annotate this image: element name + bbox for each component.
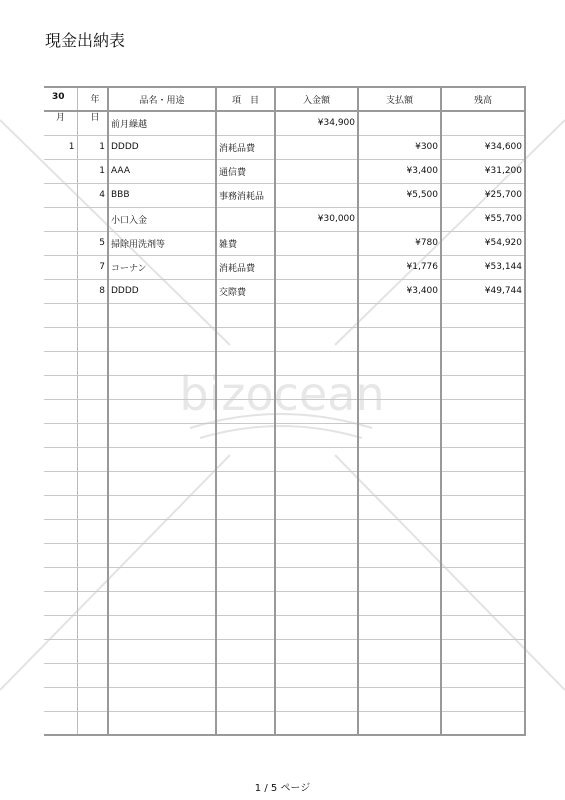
- cell-expense: ¥1,776: [358, 255, 441, 279]
- cell-month: [44, 351, 77, 375]
- cell-income: [275, 159, 358, 183]
- cell-day: [77, 543, 108, 567]
- cell-day: [77, 495, 108, 519]
- cell-income: [275, 687, 358, 711]
- cell-item: [108, 663, 216, 687]
- cell-category: [216, 303, 275, 327]
- cell-income: [275, 447, 358, 471]
- cell-category: [216, 615, 275, 639]
- cell-category: [216, 207, 275, 231]
- cell-month: [44, 663, 77, 687]
- cell-category: [216, 519, 275, 543]
- page-title: 現金出納表: [45, 31, 126, 50]
- header-category: 項 目: [216, 87, 275, 111]
- cell-expense: ¥5,500: [358, 183, 441, 207]
- header-income: 入金額: [275, 87, 358, 111]
- cell-category: 消耗品費: [216, 255, 275, 279]
- cell-expense: [358, 375, 441, 399]
- cell-expense: [358, 591, 441, 615]
- cell-expense: [358, 639, 441, 663]
- cash-ledger-table: [44, 86, 526, 736]
- cell-item: [108, 399, 216, 423]
- cell-day: [77, 447, 108, 471]
- cell-expense: [358, 111, 441, 135]
- cell-income: ¥30,000: [275, 207, 358, 231]
- cell-category: 消耗品費: [216, 135, 275, 159]
- cell-month: [44, 255, 77, 279]
- cell-month: [44, 591, 77, 615]
- cell-day: [77, 471, 108, 495]
- cell-income: [275, 663, 358, 687]
- cell-item: 小口入金: [108, 207, 216, 231]
- table-row: [44, 615, 525, 639]
- cell-day: [77, 375, 108, 399]
- cell-day: [77, 423, 108, 447]
- cell-item: [108, 471, 216, 495]
- cell-balance: [441, 447, 525, 471]
- cell-day: 4: [77, 183, 108, 207]
- cell-day: [77, 519, 108, 543]
- cell-item: AAA: [108, 159, 216, 183]
- table-row: [44, 519, 525, 543]
- cell-day: [77, 399, 108, 423]
- cell-expense: [358, 495, 441, 519]
- cell-day: 1: [77, 135, 108, 159]
- cell-item: [108, 495, 216, 519]
- ledger-body: [44, 111, 525, 735]
- cell-income: [275, 399, 358, 423]
- cell-item: [108, 375, 216, 399]
- cell-month: [44, 519, 77, 543]
- cell-income: [275, 135, 358, 159]
- cell-day: [77, 687, 108, 711]
- cell-category: [216, 111, 275, 135]
- cell-balance: [441, 567, 525, 591]
- cell-day: [77, 639, 108, 663]
- cell-day: [77, 327, 108, 351]
- cell-month: [44, 567, 77, 591]
- cell-month: [44, 423, 77, 447]
- cell-expense: [358, 615, 441, 639]
- cell-balance: [441, 663, 525, 687]
- cell-income: [275, 639, 358, 663]
- cell-category: [216, 543, 275, 567]
- table-row: [44, 159, 525, 183]
- header-item: 品名・用途: [108, 87, 216, 111]
- cell-item: [108, 327, 216, 351]
- cell-income: [275, 495, 358, 519]
- cell-category: [216, 639, 275, 663]
- cell-balance: [441, 351, 525, 375]
- cell-day: 1: [77, 159, 108, 183]
- cell-expense: ¥300: [358, 135, 441, 159]
- cell-day: [77, 615, 108, 639]
- cell-balance: [441, 303, 525, 327]
- cell-income: [275, 375, 358, 399]
- cell-income: [275, 327, 358, 351]
- cell-balance: ¥49,744: [441, 279, 525, 303]
- cell-item: [108, 543, 216, 567]
- cell-day: [77, 711, 108, 735]
- cell-expense: [358, 207, 441, 231]
- cell-category: [216, 447, 275, 471]
- cell-day: [77, 351, 108, 375]
- cell-category: [216, 399, 275, 423]
- cell-expense: [358, 327, 441, 351]
- cell-income: [275, 255, 358, 279]
- cell-item: [108, 639, 216, 663]
- cell-balance: [441, 495, 525, 519]
- cell-balance: [441, 111, 525, 135]
- table-row: [44, 447, 525, 471]
- header-year: 30: [52, 92, 65, 102]
- cell-category: [216, 591, 275, 615]
- cell-item: [108, 423, 216, 447]
- header-balance: 残高: [441, 87, 525, 111]
- cell-balance: [441, 591, 525, 615]
- cell-income: [275, 519, 358, 543]
- cell-balance: ¥54,920: [441, 231, 525, 255]
- cell-category: [216, 711, 275, 735]
- cell-item: BBB: [108, 183, 216, 207]
- cell-category: 事務消耗品: [216, 183, 275, 207]
- page-number: 1 / 5 ページ: [254, 783, 311, 794]
- table-row: [44, 711, 525, 735]
- cell-month: [44, 399, 77, 423]
- table-row: [44, 495, 525, 519]
- cell-item: [108, 615, 216, 639]
- cell-day: 8: [77, 279, 108, 303]
- table-row: [44, 591, 525, 615]
- cell-month: 1: [44, 135, 77, 159]
- table-row: [44, 399, 525, 423]
- cell-income: [275, 567, 358, 591]
- table-header: [44, 87, 525, 111]
- table-row: [44, 255, 525, 279]
- cell-expense: [358, 543, 441, 567]
- table-row: [44, 543, 525, 567]
- cell-item: [108, 591, 216, 615]
- cell-expense: ¥3,400: [358, 159, 441, 183]
- cell-expense: [358, 423, 441, 447]
- cell-item: 前月繰越: [108, 111, 216, 135]
- cell-expense: [358, 663, 441, 687]
- cell-income: [275, 231, 358, 255]
- cell-day: [77, 567, 108, 591]
- cell-day: [77, 663, 108, 687]
- cell-month: [44, 375, 77, 399]
- table-row: [44, 687, 525, 711]
- cell-day: 5: [77, 231, 108, 255]
- cell-income: [275, 711, 358, 735]
- cell-balance: [441, 471, 525, 495]
- cell-balance: [441, 639, 525, 663]
- cell-income: [275, 615, 358, 639]
- header-year-month: [44, 87, 77, 123]
- cell-category: 通信費: [216, 159, 275, 183]
- cell-income: [275, 183, 358, 207]
- table-row: [44, 183, 525, 207]
- cell-income: [275, 351, 358, 375]
- header-expense: 支払額: [358, 87, 441, 111]
- table-row: [44, 279, 525, 303]
- cell-balance: [441, 519, 525, 543]
- table-row: [44, 135, 525, 159]
- cell-balance: [441, 375, 525, 399]
- cell-month: [44, 279, 77, 303]
- cell-balance: [441, 615, 525, 639]
- header-month-label: 月: [56, 113, 66, 123]
- cell-item: [108, 687, 216, 711]
- cell-balance: ¥34,600: [441, 135, 525, 159]
- cell-month: [44, 615, 77, 639]
- cell-income: [275, 279, 358, 303]
- cell-expense: [358, 303, 441, 327]
- cell-expense: ¥3,400: [358, 279, 441, 303]
- cell-income: [275, 471, 358, 495]
- table-row: [44, 471, 525, 495]
- cell-item: DDDD: [108, 279, 216, 303]
- cell-expense: [358, 567, 441, 591]
- cell-month: [44, 183, 77, 207]
- cell-category: [216, 567, 275, 591]
- cell-item: [108, 447, 216, 471]
- cell-month: [44, 207, 77, 231]
- cell-day: 7: [77, 255, 108, 279]
- cell-income: [275, 303, 358, 327]
- cell-month: [44, 711, 77, 735]
- cell-balance: [441, 543, 525, 567]
- table-row: [44, 639, 525, 663]
- cell-day: [77, 207, 108, 231]
- cell-category: [216, 423, 275, 447]
- cell-category: [216, 663, 275, 687]
- cell-expense: [358, 351, 441, 375]
- cell-balance: [441, 687, 525, 711]
- cell-expense: [358, 519, 441, 543]
- table-row: [44, 663, 525, 687]
- cell-balance: ¥25,700: [441, 183, 525, 207]
- cell-balance: [441, 711, 525, 735]
- cell-month: [44, 159, 77, 183]
- cell-day: [77, 303, 108, 327]
- cell-expense: ¥780: [358, 231, 441, 255]
- cell-category: [216, 471, 275, 495]
- cell-month: [44, 327, 77, 351]
- table-row: [44, 423, 525, 447]
- table-row: [44, 111, 525, 135]
- cell-item: [108, 711, 216, 735]
- cell-day: [77, 591, 108, 615]
- table-row: [44, 375, 525, 399]
- cell-month: [44, 471, 77, 495]
- cell-expense: [358, 687, 441, 711]
- cell-item: [108, 567, 216, 591]
- cell-item: DDDD: [108, 135, 216, 159]
- cell-expense: [358, 447, 441, 471]
- cell-balance: ¥31,200: [441, 159, 525, 183]
- header-day: [77, 87, 108, 123]
- header-day-label: 日: [90, 113, 100, 123]
- cell-item: 掃除用洗剤等: [108, 231, 216, 255]
- cell-month: [44, 231, 77, 255]
- table-row: [44, 231, 525, 255]
- cell-balance: [441, 399, 525, 423]
- cell-category: [216, 495, 275, 519]
- cell-category: 交際費: [216, 279, 275, 303]
- cell-month: [44, 687, 77, 711]
- cell-balance: ¥53,144: [441, 255, 525, 279]
- cell-month: [44, 543, 77, 567]
- cell-category: [216, 375, 275, 399]
- cell-income: [275, 591, 358, 615]
- cell-balance: ¥55,700: [441, 207, 525, 231]
- cell-category: 雑費: [216, 231, 275, 255]
- cell-expense: [358, 471, 441, 495]
- cell-category: [216, 687, 275, 711]
- table-row: [44, 303, 525, 327]
- cell-income: [275, 543, 358, 567]
- header-year-label: 年: [90, 95, 100, 105]
- cell-month: [44, 495, 77, 519]
- cell-income: ¥34,900: [275, 111, 358, 135]
- cell-balance: [441, 327, 525, 351]
- table-row: [44, 567, 525, 591]
- cell-month: [44, 447, 77, 471]
- cell-category: [216, 351, 275, 375]
- cell-balance: [441, 423, 525, 447]
- table-row: [44, 327, 525, 351]
- cell-category: [216, 327, 275, 351]
- cell-month: [44, 639, 77, 663]
- table-row: [44, 207, 525, 231]
- cell-income: [275, 423, 358, 447]
- cell-expense: [358, 399, 441, 423]
- table-row: [44, 351, 525, 375]
- cell-item: [108, 303, 216, 327]
- cell-expense: [358, 711, 441, 735]
- cell-item: [108, 519, 216, 543]
- svg-text:bizocean: bizocean: [179, 367, 385, 421]
- cell-item: [108, 351, 216, 375]
- cell-month: [44, 303, 77, 327]
- cell-item: コーナン: [108, 255, 216, 279]
